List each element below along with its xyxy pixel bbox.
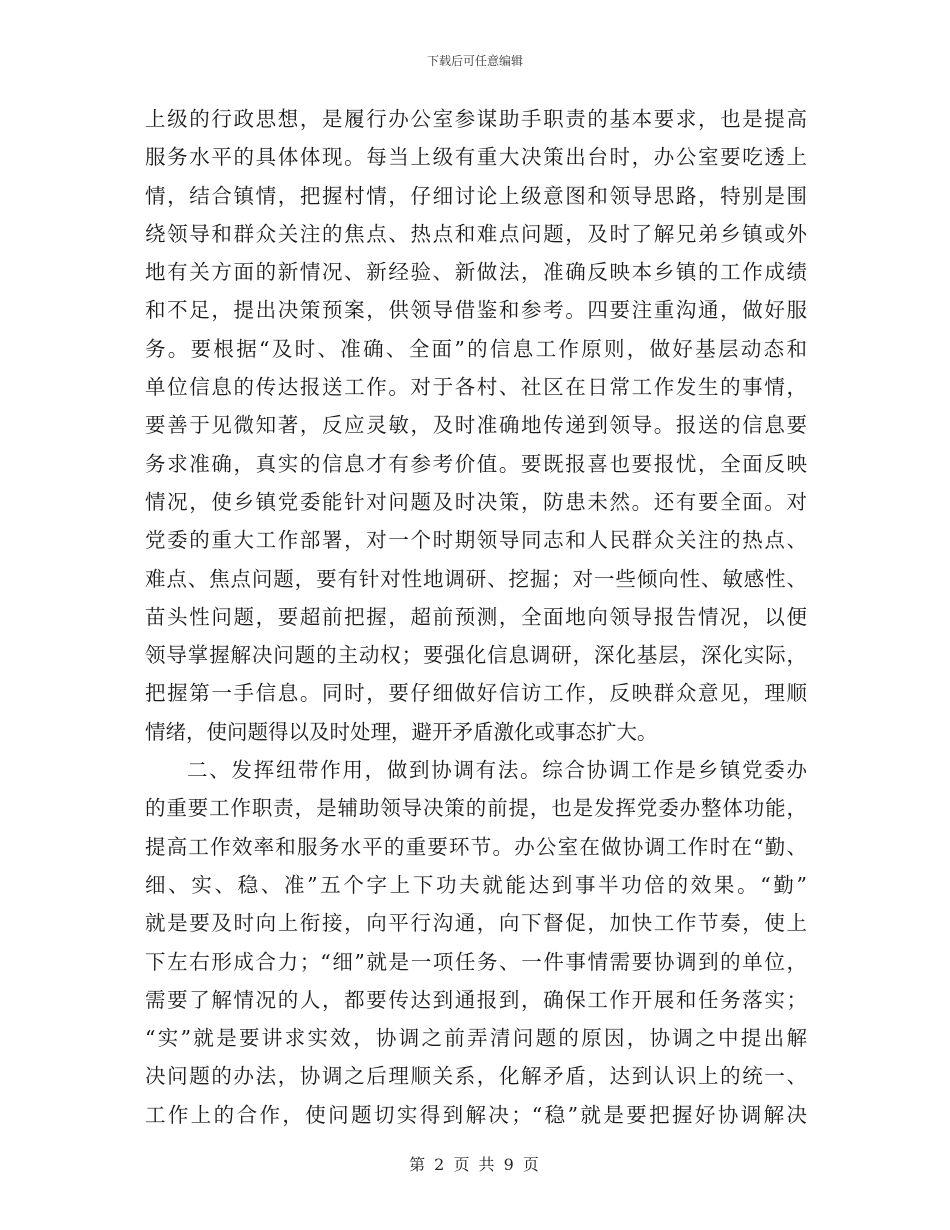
text-line: 需要了解情况的人，都要传达到通报到，确保工作开展和任务落实； [145,987,807,1012]
text-line: 提高工作效率和服务水平的重要环节。办公室在做协调工作时在“勤、 [145,834,807,859]
text-line: 务求准确，真实的信息才有参考价值。要既报喜也要报忧，全面反映 [145,451,807,476]
text-line: 情，结合镇情，把握村情，仔细讨论上级意图和领导思路，特别是围 [145,183,807,208]
text-line: 要善于见微知著，反应灵敏，及时准确地传递到领导。报送的信息要 [145,413,807,438]
text-line: 党委的重大工作部署，对一个时期领导同志和人民群众关注的热点、 [145,528,807,553]
text-line: 把握第一手信息。同时，要仔细做好信访工作，反映群众意见，理顺 [145,681,807,706]
text-line: “实”就是要讲求实效，协调之前弄清问题的原因，协调之中提出解 [145,1026,807,1051]
text-line: 地有关方面的新情况、新经验、新做法，准确反映本乡镇的工作成绩 [145,260,807,285]
text-line: 上级的行政思想，是履行办公室参谋助手职责的基本要求，也是提高 [145,107,807,131]
text-line: 工作上的合作，使问题切实得到解决；“稳”就是要把握好协调解决 [145,1102,807,1127]
text-line: 的重要工作职责，是辅助领导决策的前提，也是发挥党委办整体功能， [145,796,807,821]
text-line: 苗头性问题，要超前把握，超前预测，全面地向领导报告情况，以便 [145,604,807,629]
text-line: 绕领导和群众关注的焦点、热点和难点问题，及时了解兄弟乡镇或外 [145,221,807,246]
text-line: 细、实、稳、准”五个字上下功夫就能达到事半功倍的效果。“勤” [145,872,807,897]
text-line: 和不足，提出决策预案，供领导借鉴和参考。四要注重沟通，做好服 [145,298,807,323]
text-line: 决问题的办法，协调之后理顺关系，化解矛盾，达到认识上的统一、 [145,1064,807,1089]
text-line: 务。要根据“及时、准确、全面”的信息工作原则，做好基层动态和 [145,336,807,361]
text-line: 难点、焦点问题，要有针对性地调研、挖掘；对一些倾向性、敏感性、 [145,566,807,591]
page-header: 下载后可任意编辑 [426,54,523,68]
text-line: 领导掌握解决问题的主动权；要强化信息调研，深化基层，深化实际， [145,643,807,668]
text-line: 单位信息的传达报送工作。对于各村、社区在日常工作发生的事情， [145,375,807,400]
text-line: 情绪，使问题得以及时处理，避开矛盾激化或事态扩大。 [145,719,658,744]
document-body [145,100,807,1134]
page-number: 第 2 页 共 9 页 [409,1155,541,1174]
paragraph-first-line: 二、发挥纽带作用，做到协调有法。综合协调工作是乡镇党委办 [187,758,807,783]
text-line: 服务水平的具体体现。每当上级有重大决策出台时，办公室要吃透上 [145,145,807,170]
text-line: 就是要及时向上衔接，向平行沟通，向下督促，加快工作节奏，使上 [145,911,807,936]
text-line: 下左右形成合力；“细”就是一项任务、一件事情需要协调到的单位， [145,949,807,974]
text-line: 情况，使乡镇党委能针对问题及时决策，防患未然。还有要全面。对 [145,489,807,514]
